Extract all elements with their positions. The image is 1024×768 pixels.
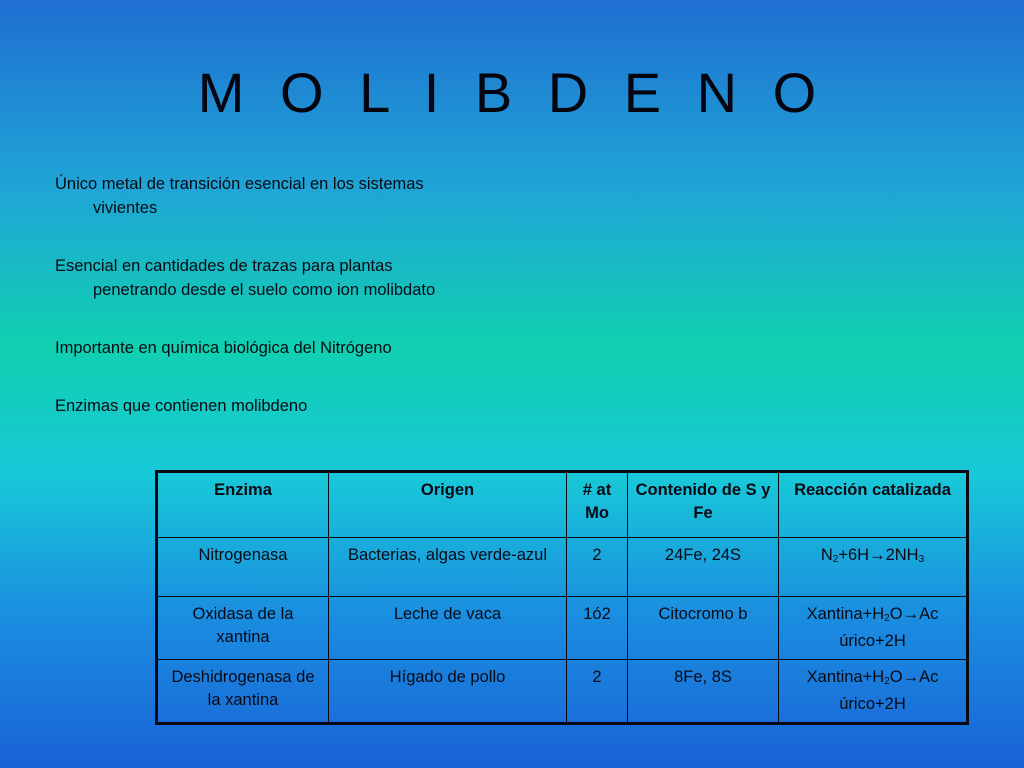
header-at-mo: # at Mo: [567, 472, 628, 538]
cell-enzima: Nitrogenasa: [157, 538, 329, 597]
cell-contenido: 24Fe, 24S: [628, 538, 779, 597]
cell-contenido: Citocromo b: [628, 597, 779, 660]
table-header-row: [157, 472, 968, 538]
table-row: [157, 538, 968, 597]
cell-at-mo: 2: [567, 538, 628, 597]
arrow-icon: →: [902, 605, 920, 623]
bullet-item: Único metal de transición esencial en los sistemas vivientes: [55, 175, 424, 217]
cell-at-mo: 2: [567, 660, 628, 724]
cell-origen: Bacterias, algas verde-azul: [329, 538, 567, 597]
bullet-item: Enzimas que contienen molibdeno: [55, 397, 308, 415]
cell-reaccion: $Xantina+H_2O\to Ac$ úrico+2H: [779, 597, 968, 660]
table-row: [157, 660, 968, 724]
cell-reaccion: $Xantina+H_2O\to Ac$ úrico+2H: [779, 660, 968, 724]
header-reaccion: Reacción catalizada: [779, 472, 968, 538]
arrow-icon: →: [902, 668, 920, 686]
bullet-item: Importante en química biológica del Nitrógeno: [55, 339, 392, 357]
cell-enzima: Oxidasa de la xantina: [157, 597, 329, 660]
header-origen: Origen: [329, 472, 567, 538]
cell-origen: Leche de vaca: [329, 597, 567, 660]
bullet-list: [55, 172, 475, 452]
header-enzima: Enzima: [157, 472, 329, 538]
cell-contenido: 8Fe, 8S: [628, 660, 779, 724]
slide-title: M O L I B D E N O: [197, 61, 827, 124]
cell-reaccion: $N_2+6H\to 2NH_3$: [779, 538, 968, 597]
enzyme-table-container: [155, 470, 969, 725]
arrow-icon: →: [869, 546, 886, 564]
bullet-item: Esencial en cantidades de trazas para plantas penetrando desde el suelo como ion molibdato: [55, 257, 436, 299]
cell-enzima: Deshidrogenasa de la xantina: [157, 660, 329, 724]
cell-at-mo: 1ó2: [567, 597, 628, 660]
header-contenido: Contenido de S y Fe: [628, 472, 779, 538]
table-row: [157, 597, 968, 660]
cell-origen: Hígado de pollo: [329, 660, 567, 724]
enzyme-table: [155, 470, 969, 725]
